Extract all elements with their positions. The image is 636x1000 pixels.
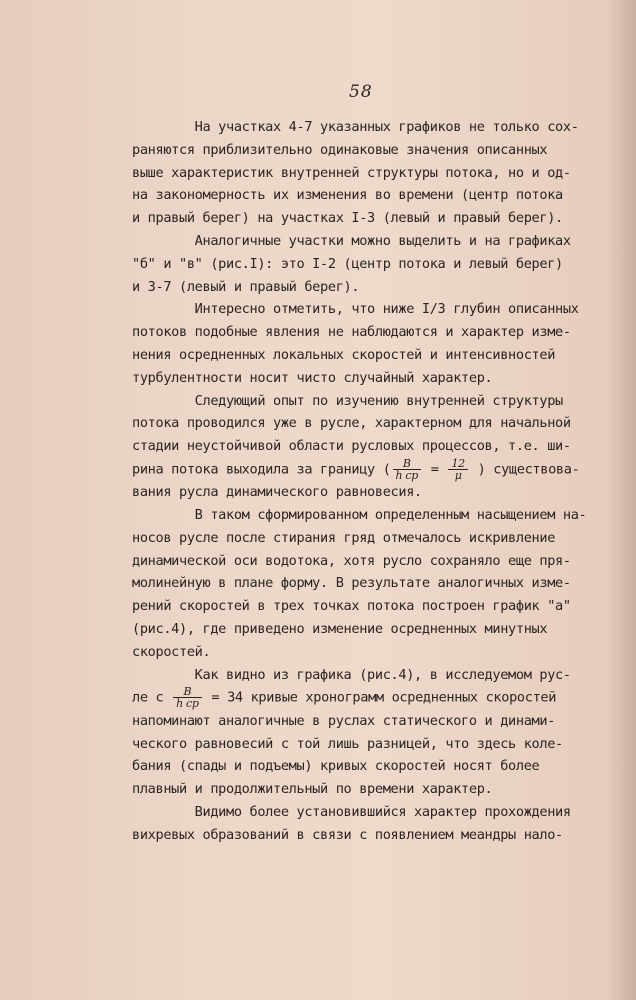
- text-line: "б" и "в" (рис.I): это I-2 (центр потока и левый берег): [132, 255, 563, 272]
- text-line: молинейную в плане форму. В результате аналогичных изме-: [132, 575, 571, 592]
- formula-text-after: ) существова-: [469, 461, 580, 478]
- fraction-numerator: 12: [448, 458, 467, 470]
- text-line: потока проводился уже в русле, характерном для начальной: [132, 415, 571, 432]
- fraction-denominator: h cp: [176, 697, 199, 711]
- text-line: и 3-7 (левый и правый берег).: [132, 278, 360, 295]
- text-line: вихревых образований в связи с появлением меандры нало-: [132, 826, 563, 843]
- text-line: Как видно из графика (рис.4), в исследуемом рус-: [132, 666, 571, 683]
- formula-equals: =: [422, 461, 447, 478]
- fraction-denominator: h cp: [395, 468, 418, 482]
- text-line: бания (спады и подъемы) кривых скоростей носят более: [132, 758, 540, 775]
- text-line: нения осредненных локальных скоростей и интенсивностей: [132, 346, 556, 363]
- text-line: Интересно отметить, что ниже I/3 глубин описанных: [132, 301, 579, 318]
- fraction-width-depth: [173, 686, 201, 709]
- fraction-numerator: B: [393, 458, 421, 470]
- text-line: В таком сформированном определенным насыщением на-: [132, 507, 587, 524]
- text-line: турбулентности носит чисто случайный характер.: [132, 369, 493, 386]
- text-line: динамической оси водотока, хотя русло сохраняло еще пря-: [132, 552, 571, 569]
- fraction-width-depth: [393, 458, 421, 481]
- text-line: напоминают аналогичные в руслах статического и динами-: [132, 712, 556, 729]
- fraction-ratio: [448, 458, 467, 481]
- text-line: рений скоростей в трех точках потока построен график "а": [132, 598, 571, 615]
- text-line: и правый берег) на участках I-3 (левый и правый берег).: [132, 210, 563, 227]
- text-line: (рис.4), где приведено изменение осредненных минутных: [132, 621, 548, 638]
- page-number: 58: [349, 82, 373, 102]
- formula-text-before: ле с: [132, 689, 172, 706]
- text-line: плавный и продолжительный по времени характер.: [132, 781, 493, 798]
- text-line: потоков подобные явления не наблюдаются и характер изме-: [132, 324, 571, 341]
- text-line: носов русле после стирания гряд отмечалось искривление: [132, 529, 556, 546]
- formula-text-after: = 34 кривые хронограмм осредненных скоростей: [203, 689, 557, 706]
- text-line: на закономерность их изменения во времени (центр потока: [132, 187, 563, 204]
- text-line: Видимо более установившийся характер прохождения: [132, 803, 571, 820]
- text-line: вания русла динамического равновесия.: [132, 484, 422, 501]
- text-line: стадии неустойчивой области русловых процессов, т.е. ши-: [132, 438, 571, 455]
- text-line: Следующий опыт по изучению внутренней структуры: [132, 392, 563, 409]
- formula-line: [132, 686, 630, 709]
- text-line: раняются приблизительно одинаковые значения описанных: [132, 141, 548, 158]
- text-line: скоростей.: [132, 643, 211, 660]
- body-text: [132, 116, 630, 847]
- text-line: выше характеристик внутренней структуры потока, но и од-: [132, 164, 571, 181]
- text-line: На участках 4-7 указанных графиков не только сох-: [132, 119, 579, 135]
- formula-text-before: рина потока выходила за границу (: [132, 461, 391, 478]
- fraction-denominator: μ: [454, 468, 462, 482]
- fraction-numerator: B: [173, 686, 201, 698]
- text-line: ческого равновесий с той лишь разницей, что здесь коле-: [132, 735, 563, 752]
- text-line: Аналогичные участки можно выделить и на графиках: [132, 232, 571, 249]
- formula-line: [132, 458, 630, 481]
